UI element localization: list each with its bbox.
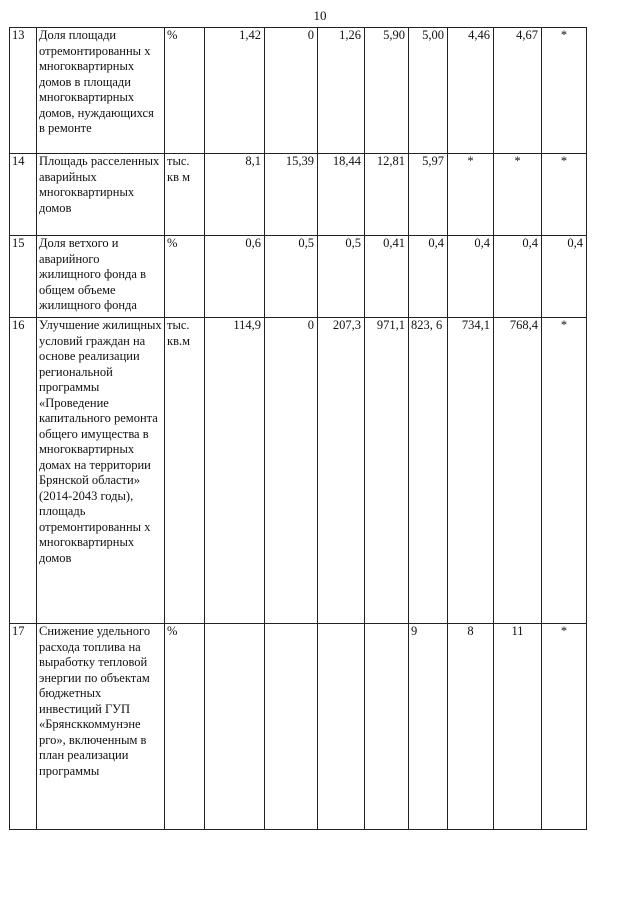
page-number: 10 (313, 8, 327, 23)
value-cell: 15,39 (265, 154, 318, 236)
value-cell: 8,1 (205, 154, 265, 236)
row-number: 15 (10, 236, 37, 318)
value-cell: 0,41 (365, 236, 409, 318)
value-cell: 9 (409, 624, 448, 830)
value-cell: 823, 6 (409, 318, 448, 624)
row-number: 17 (10, 624, 37, 830)
value-cell: * (542, 28, 587, 154)
row-number: 16 (10, 318, 37, 624)
value-cell: 5,90 (365, 28, 409, 154)
table-row (10, 318, 587, 624)
table-row (10, 624, 587, 830)
value-cell: 207,3 (318, 318, 365, 624)
value-cell: 18,44 (318, 154, 365, 236)
value-cell: * (494, 154, 542, 236)
value-cell: 0,4 (494, 236, 542, 318)
value-cell: 114,9 (205, 318, 265, 624)
table-row (10, 154, 587, 236)
value-cell: * (542, 318, 587, 624)
value-cell: 1,26 (318, 28, 365, 154)
unit-cell: тыс. кв.м (165, 318, 205, 624)
indicator-name: Улучшение жилищных условий граждан на основе реализации региональной программы «Проведение капитального ремонта общего имущества в многоквартирных домах на территории Брянской области» (2014-2043 годы), площадь отремонтированны х многоквартирных домов (37, 318, 165, 624)
value-cell: 8 (448, 624, 494, 830)
value-cell: 0,5 (265, 236, 318, 318)
value-cell: 4,46 (448, 28, 494, 154)
value-cell: 0 (265, 318, 318, 624)
value-cell: 971,1 (365, 318, 409, 624)
value-cell: 0,6 (205, 236, 265, 318)
value-cell (265, 624, 318, 830)
indicators-table (9, 27, 587, 830)
table-row (10, 236, 587, 318)
value-cell: 768,4 (494, 318, 542, 624)
row-number: 14 (10, 154, 37, 236)
value-cell (205, 624, 265, 830)
value-cell: 0,4 (542, 236, 587, 318)
value-cell (318, 624, 365, 830)
value-cell: * (542, 624, 587, 830)
value-cell: 1,42 (205, 28, 265, 154)
value-cell (365, 624, 409, 830)
unit-cell: тыс. кв м (165, 154, 205, 236)
unit-cell: % (165, 624, 205, 830)
value-cell: 0,4 (448, 236, 494, 318)
table-row (10, 28, 587, 154)
value-cell: 5,97 (409, 154, 448, 236)
indicator-name: Снижение удельного расхода топлива на выработку тепловой энергии по объектам бюджетных инвестиций ГУП «Брянсккоммунэне рго», включенным в план реализации программы (37, 624, 165, 830)
value-cell: * (542, 154, 587, 236)
indicator-name: Доля площади отремонтированны х многоквартирных домов в площади многоквартирных домов, нуждающихся в ремонте (37, 28, 165, 154)
value-cell: 0,5 (318, 236, 365, 318)
unit-cell: % (165, 236, 205, 318)
value-cell: 0,4 (409, 236, 448, 318)
value-cell: * (448, 154, 494, 236)
indicator-name: Доля ветхого и аварийного жилищного фонда в общем объеме жилищного фонда (37, 236, 165, 318)
value-cell: 11 (494, 624, 542, 830)
value-cell: 4,67 (494, 28, 542, 154)
value-cell: 734,1 (448, 318, 494, 624)
value-cell: 12,81 (365, 154, 409, 236)
row-number: 13 (10, 28, 37, 154)
indicator-name: Площадь расселенных аварийных многоквартирных домов (37, 154, 165, 236)
value-cell: 5,00 (409, 28, 448, 154)
value-cell: 0 (265, 28, 318, 154)
unit-cell: % (165, 28, 205, 154)
